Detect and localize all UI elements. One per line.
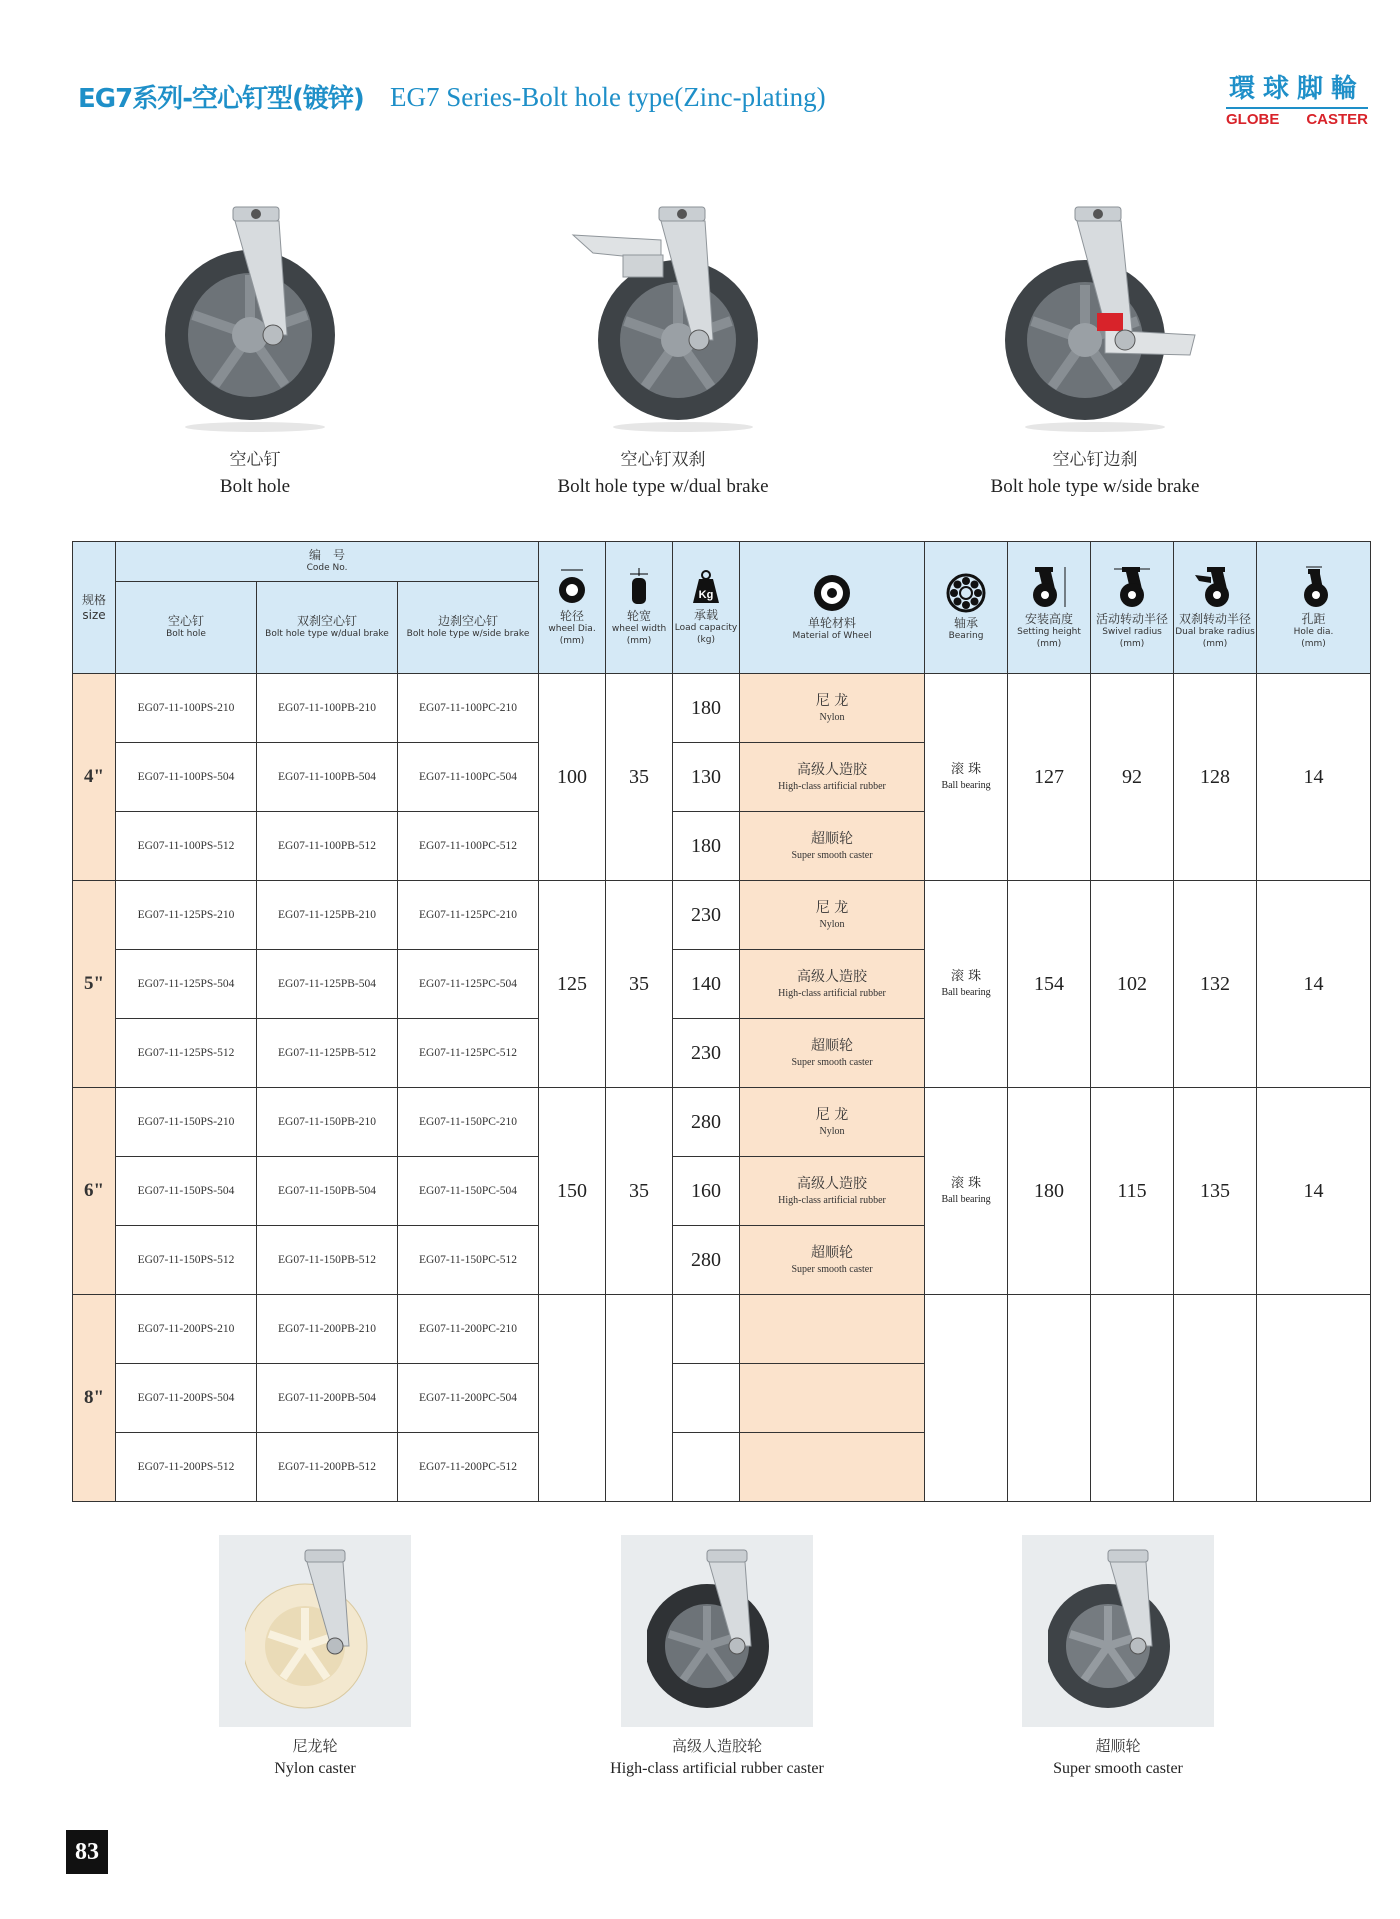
code-bolt-hole: EG07-11-100PS-504 [116,743,257,812]
product-label-cn: 空心钉 [229,450,281,470]
load-value: 160 [673,1157,740,1226]
code-bolt-hole: EG07-11-125PS-504 [116,950,257,1019]
table-row [73,1088,1371,1157]
wheel-dia-value: 100 [539,674,606,881]
product-side-brake [915,195,1275,498]
material-cell [740,812,925,881]
material-cell [740,950,925,1019]
load-value [673,1433,740,1502]
material-en: Nylon [819,918,845,930]
header-dual-brake: 双刹空心钉 Bolt hole type w/dual brake [257,582,398,674]
rubber-caster-icon [647,1546,787,1716]
header-side-brake: 边刹空心钉 Bolt hole type w/side brake [398,582,539,674]
code-dual-brake: EG07-11-200PB-504 [257,1364,398,1433]
material-cn: 超顺轮 [811,1038,854,1055]
dual-brake-radius-value [1174,1295,1257,1502]
load-value: 180 [673,812,740,881]
header-size: 规格 size [73,542,116,674]
code-bolt-hole: EG07-11-150PS-504 [116,1157,257,1226]
material-cn: 尼 龙 [815,1107,849,1124]
brand-word-1: GLOBE [1226,111,1280,128]
wheel-dia-value: 125 [539,881,606,1088]
caster-side-brake-icon [985,195,1205,435]
swivel-radius-value: 92 [1091,674,1174,881]
product-label-cn: 空心钉双刹 [620,450,706,470]
code-dual-brake: EG07-11-150PB-504 [257,1157,398,1226]
load-value: 230 [673,881,740,950]
page-number: 83 [66,1830,108,1874]
brand-divider [1226,107,1368,109]
material-cn: 尼 龙 [815,900,849,917]
header-hole-dia: 孔距 Hole dia. (mm) [1257,542,1371,674]
product-label-cn: 空心钉边刹 [1052,450,1138,470]
code-dual-brake: EG07-11-125PB-504 [257,950,398,1019]
super-smooth-caster-icon [1048,1546,1188,1716]
header-code-no: 编 号 Code No. [116,542,539,582]
material-en: High-class artificial rubber [778,987,886,999]
wheel-type-label-cn: 高级人造胶轮 [671,1737,762,1755]
setting-height-value: 180 [1008,1088,1091,1295]
material-cn: 超顺轮 [811,1245,854,1262]
dual-brake-radius-value: 132 [1174,881,1257,1088]
code-dual-brake: EG07-11-150PB-210 [257,1088,398,1157]
size-cell: 5" [73,881,116,1088]
header-wheel-dia: 轮径 wheel Dia. (mm) [539,542,606,674]
header-bolt-hole: 空心钉 Bolt hole [116,582,257,674]
code-bolt-hole: EG07-11-100PS-210 [116,674,257,743]
bearing-cn: 滚 珠 [950,1175,982,1191]
header-material: 单轮材料 Material of Wheel [740,542,925,674]
size-cell: 8" [73,1295,116,1502]
material-cn: 高级人造胶 [797,1176,868,1193]
weight-icon [691,569,721,605]
code-bolt-hole: EG07-11-200PS-504 [116,1364,257,1433]
load-value [673,1364,740,1433]
material-en: Super smooth caster [791,1056,873,1068]
code-side-brake: EG07-11-150PC-504 [398,1157,539,1226]
material-cn: 超顺轮 [811,831,854,848]
wheel-width-value [606,1295,673,1502]
code-bolt-hole: EG07-11-200PS-512 [116,1433,257,1502]
wheel-type-label-en: Super smooth caster [1053,1760,1183,1777]
material-cell [740,1295,925,1364]
code-side-brake: EG07-11-200PC-210 [398,1295,539,1364]
ball-bearing-icon [946,573,986,613]
table-row [73,674,1371,743]
nylon-caster-photo [219,1535,411,1727]
header-bearing: 轴承 Bearing [925,542,1008,674]
code-side-brake: EG07-11-100PC-504 [398,743,539,812]
material-en: Super smooth caster [791,1263,873,1275]
setting-height-value: 127 [1008,674,1091,881]
material-cell [740,1226,925,1295]
wheel-material-icon [812,573,852,613]
hole-dia-value: 14 [1257,674,1371,881]
caster-dual-brake-icon [553,195,773,435]
bearing-cn: 滚 珠 [950,968,982,984]
wheel-type-rubber [587,1535,847,1778]
code-dual-brake: EG07-11-100PB-512 [257,812,398,881]
code-dual-brake: EG07-11-125PB-512 [257,1019,398,1088]
product-label-en: Bolt hole type w/side brake [990,476,1200,497]
code-side-brake: EG07-11-125PC-504 [398,950,539,1019]
svg-text:Kg: Kg [698,589,714,602]
load-value: 180 [673,674,740,743]
material-en: High-class artificial rubber [778,780,886,792]
material-cell [740,743,925,812]
material-en: Super smooth caster [791,849,873,861]
hole-dia-icon [1292,565,1336,609]
load-value: 230 [673,1019,740,1088]
material-en: Nylon [819,1125,845,1137]
table-row [73,881,1371,950]
page-title-cn: EG7系列-空心钉型(镀锌) [78,84,364,114]
brand-name-en [1222,111,1372,128]
page-title-en: EG7 Series-Bolt hole type(Zinc-plating) [390,82,826,112]
header-swivel-radius: 活动转动半径 Swivel radius (mm) [1091,542,1174,674]
header-load: Kg 承载 Load capacity (kg) [673,542,740,674]
material-cell [740,1088,925,1157]
dual-brake-radius-icon [1193,565,1237,609]
wheel-width-value: 35 [606,881,673,1088]
material-cell [740,1019,925,1088]
size-cell: 4" [73,674,116,881]
wheel-type-label-cn: 尼龙轮 [292,1737,338,1755]
wheel-type-super-smooth [988,1535,1248,1778]
bearing-cell [925,1088,1008,1295]
brand-logo [1222,68,1372,128]
material-cn: 高级人造胶 [797,762,868,779]
material-cn: 高级人造胶 [797,969,868,986]
product-label-en: Bolt hole [219,476,291,497]
code-side-brake: EG07-11-100PC-512 [398,812,539,881]
load-value [673,1295,740,1364]
code-side-brake: EG07-11-125PC-210 [398,881,539,950]
code-dual-brake: EG07-11-200PB-210 [257,1295,398,1364]
code-dual-brake: EG07-11-150PB-512 [257,1226,398,1295]
material-cell [740,1433,925,1502]
code-dual-brake: EG07-11-100PB-210 [257,674,398,743]
wheel-width-value: 35 [606,1088,673,1295]
table-row [73,1295,1371,1364]
wheel-width-value: 35 [606,674,673,881]
wheel-dia-value [539,1295,606,1502]
material-cell [740,881,925,950]
wheel-width-icon [624,568,654,606]
hole-dia-value: 14 [1257,1088,1371,1295]
bearing-en: Ball bearing [941,780,991,792]
bearing-en: Ball bearing [941,1194,991,1206]
code-bolt-hole: EG07-11-125PS-512 [116,1019,257,1088]
code-dual-brake: EG07-11-100PB-504 [257,743,398,812]
hole-dia-value: 14 [1257,881,1371,1088]
swivel-radius-value: 102 [1091,881,1174,1088]
swivel-radius-icon [1110,565,1154,609]
bearing-cell [925,1295,1008,1502]
code-dual-brake: EG07-11-200PB-512 [257,1433,398,1502]
brand-word-2: CASTER [1306,111,1368,128]
swivel-radius-value [1091,1295,1174,1502]
wheel-type-label-en: High-class artificial rubber caster [610,1760,824,1777]
code-bolt-hole: EG07-11-100PS-512 [116,812,257,881]
wheel-dia-icon [557,568,587,606]
caster-bolt-hole-icon [155,195,355,435]
load-value: 280 [673,1088,740,1157]
code-side-brake: EG07-11-150PC-210 [398,1088,539,1157]
code-bolt-hole: EG07-11-200PS-210 [116,1295,257,1364]
code-bolt-hole: EG07-11-150PS-210 [116,1088,257,1157]
dual-brake-radius-value: 135 [1174,1088,1257,1295]
super-smooth-caster-photo [1022,1535,1214,1727]
product-label-en: Bolt hole type w/dual brake [557,476,769,497]
code-side-brake: EG07-11-200PC-512 [398,1433,539,1502]
load-value: 140 [673,950,740,1019]
load-value: 280 [673,1226,740,1295]
header-setting-height: 安装高度 Setting height (mm) [1008,542,1091,674]
spec-table [72,541,1371,1502]
material-cell [740,674,925,743]
product-dual-brake [483,195,843,498]
wheel-dia-value: 150 [539,1088,606,1295]
material-cell [740,1157,925,1226]
wheel-type-label-en: Nylon caster [274,1760,356,1777]
code-bolt-hole: EG07-11-150PS-512 [116,1226,257,1295]
size-cell: 6" [73,1088,116,1295]
setting-height-value: 154 [1008,881,1091,1088]
code-bolt-hole: EG07-11-125PS-210 [116,881,257,950]
nylon-caster-icon [245,1546,385,1716]
code-side-brake: EG07-11-200PC-504 [398,1364,539,1433]
brand-name-cn: 環球脚輪 [1228,74,1365,104]
swivel-radius-value: 115 [1091,1088,1174,1295]
material-cn: 尼 龙 [815,693,849,710]
code-side-brake: EG07-11-125PC-512 [398,1019,539,1088]
bearing-en: Ball bearing [941,987,991,999]
product-bolt-hole [75,195,435,498]
rubber-caster-photo [621,1535,813,1727]
bearing-cn: 滚 珠 [950,761,982,777]
code-side-brake: EG07-11-150PC-512 [398,1226,539,1295]
code-side-brake: EG07-11-100PC-210 [398,674,539,743]
header-dual-brake-radius: 双刹转动半径 Dual brake radius (mm) [1174,542,1257,674]
dual-brake-radius-value: 128 [1174,674,1257,881]
load-value: 130 [673,743,740,812]
wheel-type-label-cn: 超顺轮 [1095,1737,1141,1755]
code-dual-brake: EG07-11-125PB-210 [257,881,398,950]
bearing-cell [925,674,1008,881]
setting-height-value [1008,1295,1091,1502]
material-en: High-class artificial rubber [778,1194,886,1206]
setting-height-icon [1027,565,1071,609]
wheel-type-nylon [185,1535,445,1778]
material-en: Nylon [819,711,845,723]
bearing-cell [925,881,1008,1088]
hole-dia-value [1257,1295,1371,1502]
header-wheel-width: 轮宽 wheel width (mm) [606,542,673,674]
material-cell [740,1364,925,1433]
